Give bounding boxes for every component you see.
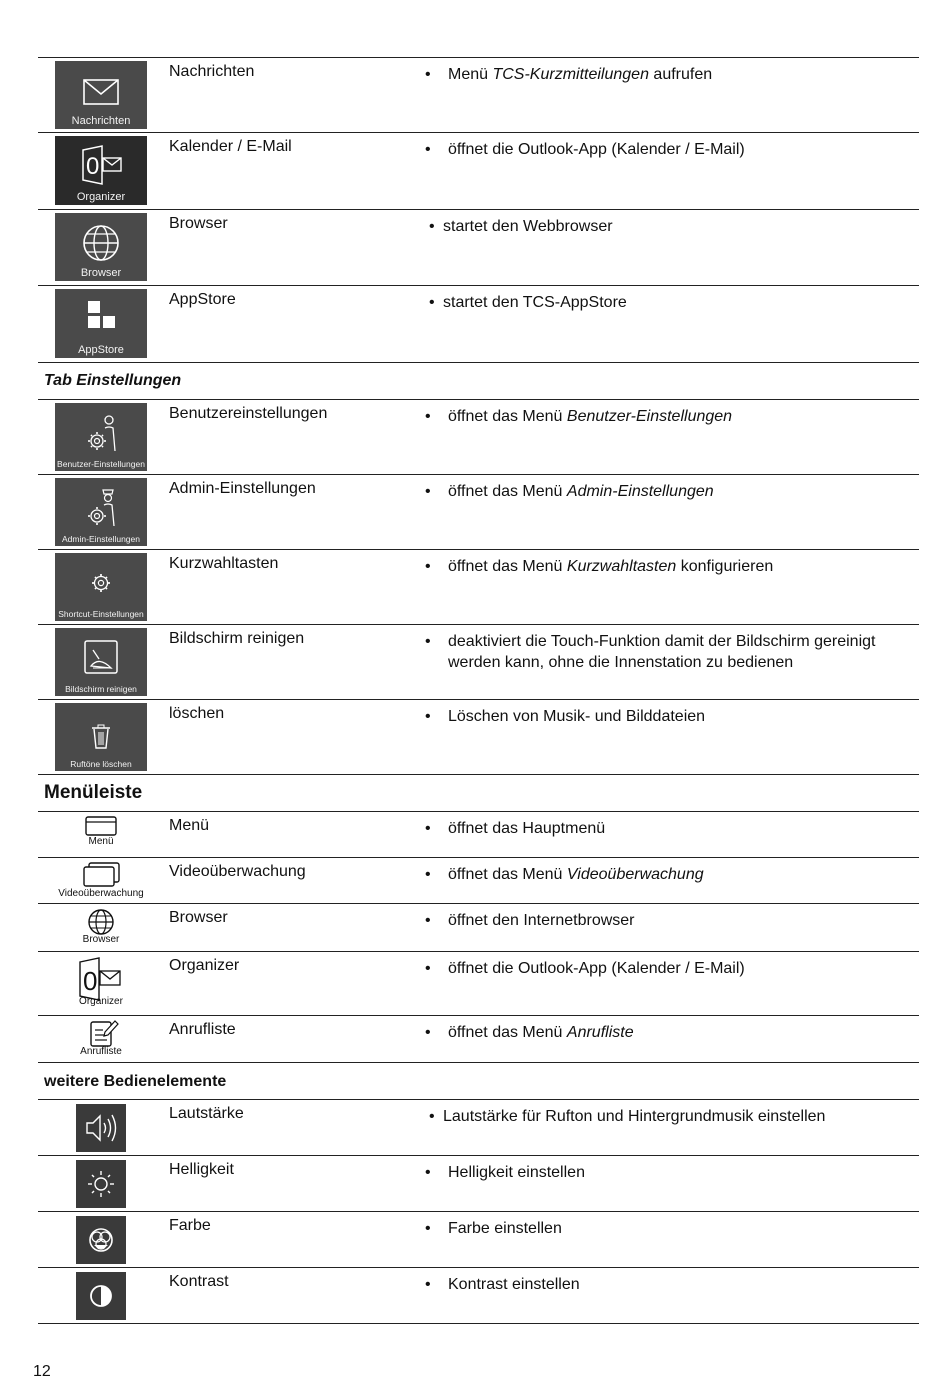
row-name: Kurzwahltasten: [169, 555, 279, 572]
loeschen-tile: [55, 703, 147, 771]
browser-icon-block: [55, 906, 147, 945]
icon-caption: Browser: [82, 934, 120, 945]
table-row-helligkeit: [38, 1155, 919, 1211]
row-description: • Löschen von Musik- und Bilddateien: [425, 708, 706, 725]
table-row-benutzer: [38, 399, 919, 474]
icon-caption: Videoüberwachung: [58, 888, 144, 899]
row-description: • öffnet die Outlook-App (Kalender / E-Mail): [425, 960, 745, 977]
row-description: • öffnet das Menü Videoüberwachung: [425, 866, 704, 883]
table-row-kontrast: [38, 1267, 919, 1324]
speaker-icon: [76, 1104, 126, 1152]
outlook-icon: [55, 954, 147, 1002]
row-name: Kontrast: [169, 1273, 229, 1290]
table-row-lautstaerke: [38, 1099, 919, 1155]
row-name: Browser: [169, 215, 228, 232]
row-description: • Helligkeit einstellen: [425, 1164, 585, 1181]
row-name: Admin-Einstellungen: [169, 480, 316, 497]
table-row-organizer: [38, 951, 919, 1015]
icon-caption: Menü: [88, 836, 114, 847]
table-row-admin: [38, 474, 919, 549]
row-name: Bildschirm reinigen: [169, 630, 305, 647]
row-description: • startet den TCS-AppStore: [429, 294, 627, 311]
shortcut-tile: [55, 553, 147, 621]
table-row-bildschirm: [38, 624, 919, 699]
row-name: Farbe: [169, 1217, 211, 1234]
video-icon-block: [55, 860, 147, 899]
table-row-menue: [38, 811, 919, 857]
row-name: Menü: [169, 817, 210, 834]
svg-text:0: 0: [86, 153, 100, 180]
section-header-menubar: Menüleiste: [38, 774, 919, 811]
bildschirm-tile: [55, 628, 147, 696]
row-name: Benutzereinstellungen: [169, 405, 328, 422]
row-name: Browser: [169, 909, 228, 926]
icon-caption: Anrufliste: [80, 1046, 122, 1057]
sun-square: [76, 1160, 126, 1208]
tile-caption: Benutzer-Einstellungen: [57, 459, 145, 469]
organizer-icon-block: [55, 954, 147, 1007]
page-number: 12: [33, 1363, 51, 1380]
color-square: [76, 1216, 126, 1264]
sun-icon: [76, 1160, 126, 1208]
row-name: löschen: [169, 705, 225, 722]
row-description: • öffnet das Menü Admin-Einstellungen: [425, 483, 714, 500]
table-row-browser: [38, 209, 919, 285]
tile-caption: Browser: [80, 267, 122, 279]
row-name: Anrufliste: [169, 1021, 236, 1038]
benutzer-tile: [55, 403, 147, 471]
table-row-kalender: [38, 132, 919, 209]
menu-icon-block: [55, 814, 147, 847]
row-description: • Farbe einstellen: [425, 1220, 562, 1237]
row-description: • Kontrast einstellen: [425, 1276, 580, 1293]
table-row-appstore: [38, 285, 919, 362]
row-description: • öffnet die Outlook-App (Kalender / E-Mail): [425, 141, 745, 158]
tile-caption: Nachrichten: [71, 115, 131, 127]
row-name: Helligkeit: [169, 1161, 234, 1178]
row-description: • öffnet das Hauptmenü: [425, 820, 606, 837]
table-row-browser-bar: [38, 903, 919, 951]
call-list-icon: [55, 1018, 147, 1048]
tile-caption: Ruftöne löschen: [70, 759, 132, 769]
speaker-square: [76, 1104, 126, 1152]
table-row-nachrichten: [38, 57, 919, 132]
tile-caption: Bildschirm reinigen: [65, 684, 137, 694]
row-description: • deaktiviert die Touch-Funktion damit der Bildschirm gereinigt werden kann, ohne die Innenstation zu bedienen: [425, 633, 876, 671]
color-icon: [76, 1216, 126, 1264]
svg-text:0: 0: [83, 966, 98, 996]
row-description: • öffnet den Internetbrowser: [425, 912, 635, 929]
row-name: Lautstärke: [169, 1105, 244, 1122]
row-description: • öffnet das Menü Benutzer-Einstellungen: [425, 408, 733, 425]
tile-caption: Admin-Einstellungen: [62, 534, 140, 544]
browser-tile: [55, 213, 147, 281]
section-header-more: weitere Bedienelemente: [38, 1062, 919, 1099]
tile-caption: Shortcut-Einstellungen: [58, 609, 144, 619]
table-row-farbe: [38, 1211, 919, 1267]
menu-window-icon: [55, 814, 147, 838]
organizer-tile: [55, 136, 147, 205]
row-name: Videoüberwachung: [169, 863, 306, 880]
globe-icon: [55, 906, 147, 936]
anrufliste-icon-block: [55, 1018, 147, 1057]
icon-caption: Organizer: [79, 996, 123, 1007]
row-description: • Lautstärke für Rufton und Hintergrundmusik einstellen: [429, 1108, 826, 1125]
table-row-video: [38, 857, 919, 903]
table-row-anrufliste: [38, 1015, 919, 1062]
nachrichten-tile: [55, 61, 147, 129]
admin-tile: [55, 478, 147, 546]
row-description: • öffnet das Menü Kurzwahltasten konfigurieren: [425, 558, 774, 575]
manual-table: [38, 57, 919, 1324]
tile-caption: Organizer: [76, 191, 126, 203]
section-header-settings: Tab Einstellungen: [38, 362, 919, 399]
appstore-tile: [55, 289, 147, 358]
table-row-loeschen: [38, 699, 919, 774]
row-description: • öffnet das Menü Anrufliste: [425, 1024, 634, 1041]
row-description: • Menü TCS-Kurzmitteilungen aufrufen: [425, 66, 713, 83]
row-name: AppStore: [169, 291, 236, 308]
contrast-icon: [76, 1272, 126, 1320]
row-name: Kalender / E-Mail: [169, 138, 292, 155]
contrast-square: [76, 1272, 126, 1320]
row-name: Organizer: [169, 957, 240, 974]
row-description: • startet den Webbrowser: [429, 218, 613, 235]
row-name: Nachrichten: [169, 63, 255, 80]
tile-caption: AppStore: [78, 344, 124, 356]
video-windows-icon: [55, 860, 147, 890]
table-row-kurzwahl: [38, 549, 919, 624]
